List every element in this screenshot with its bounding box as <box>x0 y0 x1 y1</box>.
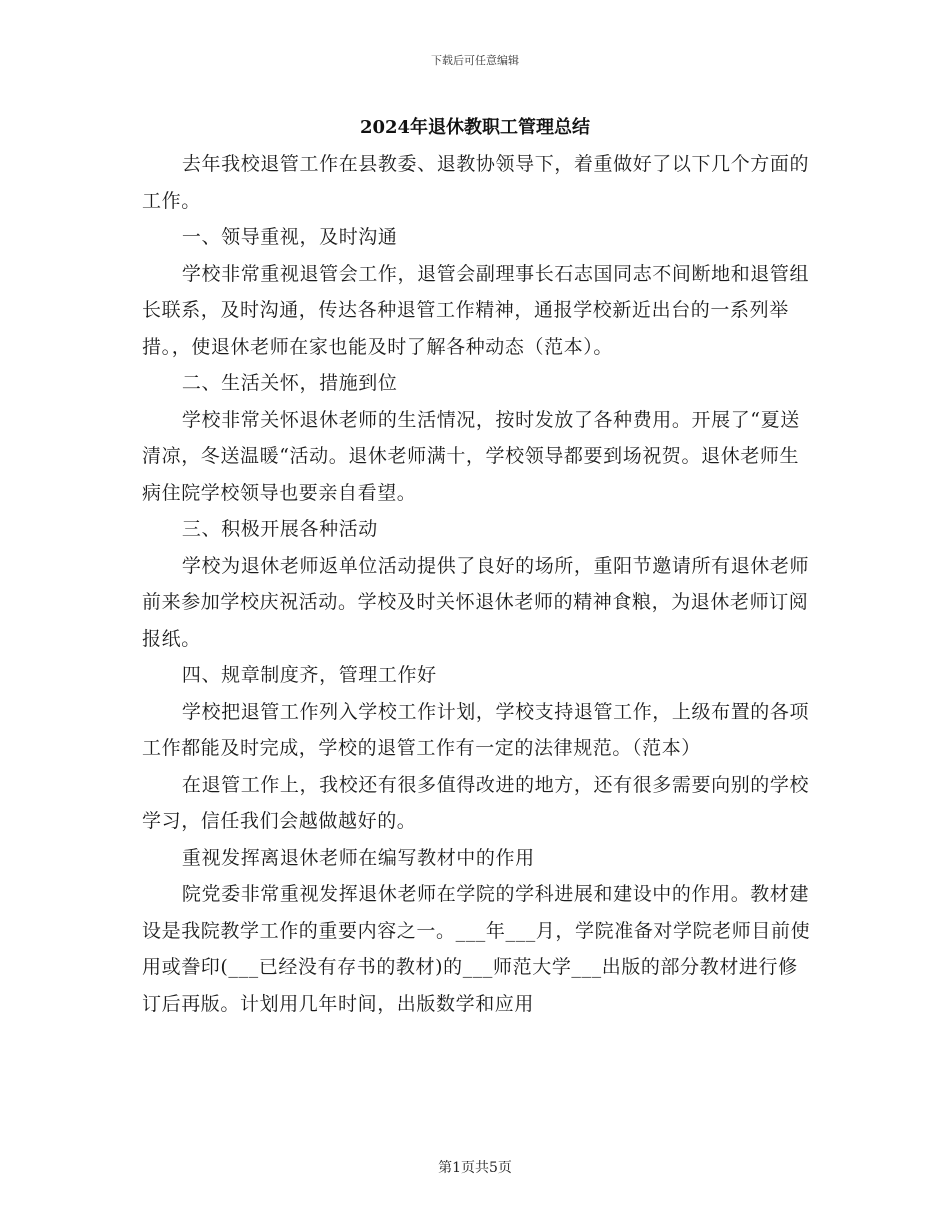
paragraph-section-2: 学校非常关怀退休老师的生活情况，按时发放了各种费用。开展了“夏送清凉，冬送温暖“活动。退休老师满十，学校领导都要到场祝贺。退休老师生病住院学校领导也要亲自看望。 <box>142 408 800 504</box>
document-body <box>142 146 812 1022</box>
page-number: 第1页共5页 <box>438 1160 512 1176</box>
paragraph-section-3: 学校为退休老师返单位活动提供了良好的场所，重阳节邀请所有退休老师前来参加学校庆祝活动。学校及时关怀退休老师的精神食粮，为退休老师订阅报纸。 <box>142 554 810 650</box>
paragraph-section-4: 学校把退管工作列入学校工作计划，学校支持退管工作，上级布置的各项工作都能及时完成，学校的退管工作有一定的法律规范。（范本） <box>142 700 810 759</box>
section-heading-4: 四、规章制度齐，管理工作好 <box>181 664 437 686</box>
page-header-note: 下载后可任意编辑 <box>431 54 519 67</box>
section-heading-1: 一、领导重视，及时沟通 <box>181 226 398 248</box>
section-heading-2: 二、生活关怀，措施到位 <box>181 372 398 394</box>
section-heading-textbooks: 重视发挥离退休老师在编写教材中的作用 <box>181 846 535 869</box>
section-heading-3: 三、积极开展各种活动 <box>181 518 378 540</box>
paragraph-section-1: 学校非常重视退管会工作，退管会副理事长石志国同志不间断地和退管组长联系，及时沟通，传达各种退管工作精神，通报学校新近出台的一系列举措。，使退休老师在家也能及时了解各种动态（范本）。 <box>142 262 810 358</box>
paragraph-textbooks: 院党委非常重视发挥退休老师在学院的学科进展和建设中的作用。教材建设是我院教学工作的重要内容之一。___年___月，学院准备对学院老师目前使用或誊印(___已经没有存书的教材)的___师范大学___出版的部分教材进行修订后再版。计划用几年时间，出版数学和应用 <box>142 883 811 1015</box>
document-title: 2024年退休教职工管理总结 <box>359 117 591 138</box>
paragraph-closing: 在退管工作上，我校还有很多值得改进的地方，还有很多需要向别的学校学习，信任我们会越做越好的。 <box>142 773 810 832</box>
paragraph-intro: 去年我校退管工作在县教委、退教协领导下，着重做好了以下几个方面的工作。 <box>142 153 810 212</box>
